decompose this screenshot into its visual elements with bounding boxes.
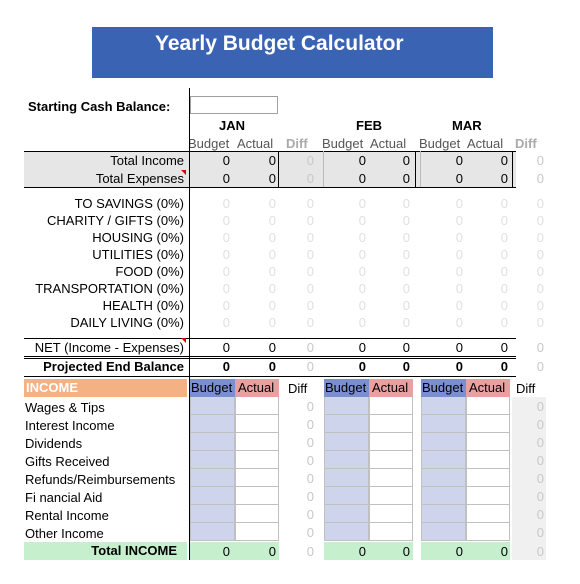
- mar-projected-actual: 0: [500, 359, 508, 374]
- feb-income-actual-input[interactable]: [369, 415, 413, 433]
- income-header: [24, 379, 187, 397]
- jan-income-budget-input[interactable]: [190, 523, 235, 541]
- mar-income-actual: 0: [500, 153, 508, 168]
- jan-income-budget-input[interactable]: [190, 469, 235, 487]
- actual-col-header-feb: Actual: [369, 379, 413, 397]
- jan-income-diff: 0: [306, 153, 314, 168]
- budget-col-header-mar: Budget: [421, 379, 466, 397]
- jan-income-diff: 0: [306, 525, 314, 540]
- feb-divider: [323, 151, 324, 187]
- category-label: HOUSING (0%): [92, 230, 184, 245]
- feb-income-budget-input[interactable]: [324, 523, 369, 541]
- jan-income-actual-input[interactable]: [235, 469, 279, 487]
- total-income-row: [24, 542, 187, 560]
- mar-net-budget: 0: [455, 340, 463, 355]
- jan-expenses-diff: 0: [306, 171, 314, 186]
- feb-income-actual-input[interactable]: [369, 397, 413, 415]
- jan-projected-actual: 0: [268, 359, 276, 374]
- category-feb-actual: 0: [402, 247, 410, 262]
- category-jan-diff: 0: [306, 264, 314, 279]
- page-title: Yearly Budget Calculator: [155, 32, 404, 55]
- mar-total-income-budget: 0: [455, 544, 463, 559]
- mar-income-budget-input[interactable]: [421, 505, 466, 523]
- feb-income-budget-input[interactable]: [324, 487, 369, 505]
- mar-income-budget-input[interactable]: [421, 469, 466, 487]
- feb-income-actual-input[interactable]: [369, 469, 413, 487]
- category-mar-diff: 0: [536, 230, 544, 245]
- jan-divider: [278, 151, 279, 187]
- feb-expenses-actual: 0: [402, 171, 410, 186]
- mar-income-actual-input[interactable]: [466, 505, 510, 523]
- feb-projected-budget: 0: [358, 359, 366, 374]
- category-jan-budget: 0: [222, 247, 230, 262]
- income-item-label: Dividends: [25, 436, 83, 451]
- feb-end-divider: [415, 151, 416, 187]
- category-jan-budget: 0: [222, 315, 230, 330]
- mar-income-actual-input[interactable]: [466, 415, 510, 433]
- category-jan-budget: 0: [222, 230, 230, 245]
- category-feb-budget: 0: [358, 315, 366, 330]
- month-header-mar: MAR: [452, 118, 482, 133]
- mar-income-budget-input[interactable]: [421, 487, 466, 505]
- actual-header-mar: Actual: [467, 136, 504, 151]
- mar-end-divider: [512, 151, 513, 187]
- budget-col-header-feb: Budget: [324, 379, 369, 397]
- category-label: HEALTH (0%): [102, 298, 184, 313]
- month-header-feb: FEB: [356, 118, 382, 133]
- category-label: TRANSPORTATION (0%): [35, 281, 184, 296]
- category-jan-actual: 0: [268, 230, 276, 245]
- total-expenses-label: Total Expenses: [95, 171, 184, 186]
- feb-income-budget-input[interactable]: [324, 451, 369, 469]
- total-income-row-label: Total INCOME: [91, 543, 177, 558]
- category-mar-budget: 0: [455, 281, 463, 296]
- category-mar-budget: 0: [455, 315, 463, 330]
- jan-income-actual-input[interactable]: [235, 523, 279, 541]
- net-label: NET (Income - Expenses): [34, 340, 184, 355]
- category-mar-actual: 0: [500, 264, 508, 279]
- feb-income-actual-input[interactable]: [369, 523, 413, 541]
- jan-income-diff: 0: [306, 399, 314, 414]
- summary-top-rule: [24, 151, 516, 152]
- jan-expenses-budget: 0: [222, 171, 230, 186]
- feb-income-budget-input[interactable]: [324, 433, 369, 451]
- jan-income-actual-input[interactable]: [235, 487, 279, 505]
- jan-projected-diff: 0: [306, 359, 314, 374]
- category-mar-diff: 0: [536, 264, 544, 279]
- category-jan-diff: 0: [306, 315, 314, 330]
- budget-header-jan: Budget: [188, 136, 230, 151]
- income-item-label: Wages & Tips: [25, 400, 105, 415]
- mar-income-diff: 0: [536, 471, 544, 486]
- income-item-label: Gifts Received: [25, 454, 110, 469]
- feb-income-actual-input[interactable]: [369, 451, 413, 469]
- starting-cash-input[interactable]: [190, 96, 278, 114]
- category-jan-actual: 0: [268, 247, 276, 262]
- category-jan-diff: 0: [306, 281, 314, 296]
- category-feb-actual: 0: [402, 264, 410, 279]
- mar-income-budget-input[interactable]: [421, 433, 466, 451]
- feb-income-budget-input[interactable]: [324, 397, 369, 415]
- category-jan-actual: 0: [268, 315, 276, 330]
- category-mar-actual: 0: [500, 247, 508, 262]
- jan-income-budget-input[interactable]: [190, 487, 235, 505]
- category-mar-budget: 0: [455, 298, 463, 313]
- category-label: UTILITIES (0%): [92, 247, 184, 262]
- category-feb-budget: 0: [358, 196, 366, 211]
- jan-income-diff: 0: [306, 489, 314, 504]
- jan-net-budget: 0: [222, 340, 230, 355]
- jan-income-actual-input[interactable]: [235, 451, 279, 469]
- category-jan-diff: 0: [306, 298, 314, 313]
- jan-income-budget-input[interactable]: [190, 433, 235, 451]
- mar-income-diff: 0: [536, 489, 544, 504]
- mar-income-actual-input[interactable]: [466, 487, 510, 505]
- total-income-label: Total Income: [110, 153, 184, 168]
- jan-income-actual-input[interactable]: [235, 397, 279, 415]
- category-feb-actual: 0: [402, 298, 410, 313]
- jan-total-income-actual: 0: [268, 544, 276, 559]
- jan-total-income-diff: 0: [306, 544, 314, 559]
- category-jan-diff: 0: [306, 196, 314, 211]
- category-mar-actual: 0: [500, 298, 508, 313]
- jan-income-actual-input[interactable]: [235, 433, 279, 451]
- category-mar-diff: 0: [536, 298, 544, 313]
- mar-income-diff: 0: [536, 417, 544, 432]
- category-mar-diff: 0: [536, 281, 544, 296]
- jan-income-budget-input[interactable]: [190, 415, 235, 433]
- jan-income-diff: 0: [306, 435, 314, 450]
- mar-income-actual-input[interactable]: [466, 451, 510, 469]
- category-jan-actual: 0: [268, 196, 276, 211]
- category-jan-actual: 0: [268, 298, 276, 313]
- category-label: DAILY LIVING (0%): [70, 315, 184, 330]
- feb-income-actual-input[interactable]: [369, 487, 413, 505]
- mar-total-income-actual: 0: [500, 544, 508, 559]
- category-jan-diff: 0: [306, 213, 314, 228]
- income-item-label: Rental Income: [25, 508, 109, 523]
- mar-total-income-diff: 0: [536, 544, 544, 559]
- category-mar-budget: 0: [455, 247, 463, 262]
- mar-income-budget-input[interactable]: [421, 523, 466, 541]
- mar-income-diff: 0: [536, 399, 544, 414]
- feb-income-budget: 0: [358, 153, 366, 168]
- jan-income-actual-input[interactable]: [235, 415, 279, 433]
- actual-header-jan: Actual: [237, 136, 274, 151]
- category-jan-diff: 0: [306, 230, 314, 245]
- diff-header-mar: Diff: [515, 136, 537, 151]
- jan-net-diff: 0: [306, 340, 314, 355]
- mar-income-diff: 0: [536, 525, 544, 540]
- actual-col-header-jan: Actual: [235, 379, 279, 397]
- category-mar-actual: 0: [500, 196, 508, 211]
- income-item-label: Other Income: [25, 526, 104, 541]
- mar-income-diff: 0: [536, 453, 544, 468]
- mar-income-diff: 0: [536, 153, 544, 168]
- category-feb-budget: 0: [358, 264, 366, 279]
- category-jan-actual: 0: [268, 264, 276, 279]
- category-mar-budget: 0: [455, 264, 463, 279]
- category-feb-budget: 0: [358, 213, 366, 228]
- jan-income-diff: 0: [306, 417, 314, 432]
- category-jan-budget: 0: [222, 213, 230, 228]
- budget-header-feb: Budget: [322, 136, 364, 151]
- category-mar-actual: 0: [500, 315, 508, 330]
- diff-header-jan: Diff: [286, 136, 308, 151]
- category-feb-actual: 0: [402, 230, 410, 245]
- feb-income-actual: 0: [402, 153, 410, 168]
- feb-total-income-actual: 0: [402, 544, 410, 559]
- jan-income-diff: 0: [306, 507, 314, 522]
- jan-income-budget-input[interactable]: [190, 397, 235, 415]
- mar-net-actual: 0: [500, 340, 508, 355]
- category-jan-diff: 0: [306, 247, 314, 262]
- mar-divider: [420, 151, 421, 187]
- net-top-rule: [24, 338, 516, 339]
- category-feb-actual: 0: [402, 213, 410, 228]
- mar-income-budget: 0: [455, 153, 463, 168]
- jan-income-budget-input[interactable]: [190, 505, 235, 523]
- diff-col-header-mar: Diff: [516, 381, 536, 396]
- summary-bottom-rule: [24, 187, 516, 188]
- mar-expenses-actual: 0: [500, 171, 508, 186]
- category-mar-diff: 0: [536, 247, 544, 262]
- category-feb-budget: 0: [358, 230, 366, 245]
- jan-income-diff: 0: [306, 453, 314, 468]
- category-jan-budget: 0: [222, 281, 230, 296]
- jan-projected-budget: 0: [222, 359, 230, 374]
- mar-income-diff: 0: [536, 507, 544, 522]
- category-mar-budget: 0: [455, 196, 463, 211]
- feb-income-budget-input[interactable]: [324, 415, 369, 433]
- mar-income-actual-input[interactable]: [466, 433, 510, 451]
- category-mar-budget: 0: [455, 230, 463, 245]
- jan-expenses-actual: 0: [268, 171, 276, 186]
- category-feb-actual: 0: [402, 315, 410, 330]
- category-feb-budget: 0: [358, 247, 366, 262]
- projected-bottom-rule: [24, 376, 516, 377]
- actual-col-header-mar: Actual: [466, 379, 510, 397]
- jan-income-diff: 0: [306, 471, 314, 486]
- mar-projected-diff: 0: [536, 359, 544, 374]
- income-item-label: Refunds/Reimbursements: [25, 472, 176, 487]
- jan-income-actual-input[interactable]: [235, 505, 279, 523]
- mar-income-diff: 0: [536, 435, 544, 450]
- category-jan-actual: 0: [268, 213, 276, 228]
- category-feb-actual: 0: [402, 196, 410, 211]
- projected-label: Projected End Balance: [43, 359, 184, 374]
- budget-col-header-jan: Budget: [190, 379, 235, 397]
- mar-income-actual-input[interactable]: [466, 469, 510, 487]
- jan-net-actual: 0: [268, 340, 276, 355]
- category-feb-budget: 0: [358, 298, 366, 313]
- income-item-label: Fi nancial Aid: [25, 490, 103, 505]
- category-mar-diff: 0: [536, 213, 544, 228]
- starting-cash-label: Starting Cash Balance:: [28, 99, 171, 114]
- title-bar: [92, 27, 493, 78]
- category-jan-budget: 0: [222, 264, 230, 279]
- comment-marker: [181, 170, 186, 175]
- category-label: TO SAVINGS (0%): [74, 196, 184, 211]
- mar-expenses-budget: 0: [455, 171, 463, 186]
- feb-expenses-budget: 0: [358, 171, 366, 186]
- category-feb-actual: 0: [402, 281, 410, 296]
- category-jan-budget: 0: [222, 196, 230, 211]
- category-feb-budget: 0: [358, 281, 366, 296]
- jan-income-budget-input[interactable]: [190, 451, 235, 469]
- mar-income-budget-input[interactable]: [421, 415, 466, 433]
- category-label: CHARITY / GIFTS (0%): [47, 213, 184, 228]
- jan-income-budget: 0: [222, 153, 230, 168]
- income-item-label: Interest Income: [25, 418, 115, 433]
- category-jan-budget: 0: [222, 298, 230, 313]
- jan-total-income-budget: 0: [222, 544, 230, 559]
- mar-income-actual-input[interactable]: [466, 397, 510, 415]
- income-header-label: INCOME: [26, 380, 78, 395]
- category-mar-diff: 0: [536, 315, 544, 330]
- feb-net-actual: 0: [402, 340, 410, 355]
- month-header-jan: JAN: [219, 118, 246, 133]
- mar-income-actual-input[interactable]: [466, 523, 510, 541]
- category-mar-actual: 0: [500, 281, 508, 296]
- feb-projected-actual: 0: [402, 359, 410, 374]
- budget-header-mar: Budget: [419, 136, 461, 151]
- feb-income-actual-input[interactable]: [369, 505, 413, 523]
- mar-income-budget-input[interactable]: [421, 451, 466, 469]
- category-jan-actual: 0: [268, 281, 276, 296]
- mar-projected-budget: 0: [455, 359, 463, 374]
- feb-income-actual-input[interactable]: [369, 433, 413, 451]
- mar-net-diff: 0: [536, 340, 544, 355]
- comment-marker: [181, 338, 186, 343]
- category-mar-budget: 0: [455, 213, 463, 228]
- category-label: FOOD (0%): [115, 264, 184, 279]
- feb-income-budget-input[interactable]: [324, 505, 369, 523]
- feb-income-budget-input[interactable]: [324, 469, 369, 487]
- mar-income-budget-input[interactable]: [421, 397, 466, 415]
- diff-col-header-jan: Diff: [288, 381, 308, 396]
- actual-header-feb: Actual: [370, 136, 407, 151]
- feb-total-income-budget: 0: [358, 544, 366, 559]
- jan-income-actual: 0: [268, 153, 276, 168]
- mar-expenses-diff: 0: [536, 171, 544, 186]
- category-mar-diff: 0: [536, 196, 544, 211]
- category-mar-actual: 0: [500, 213, 508, 228]
- feb-net-budget: 0: [358, 340, 366, 355]
- category-mar-actual: 0: [500, 230, 508, 245]
